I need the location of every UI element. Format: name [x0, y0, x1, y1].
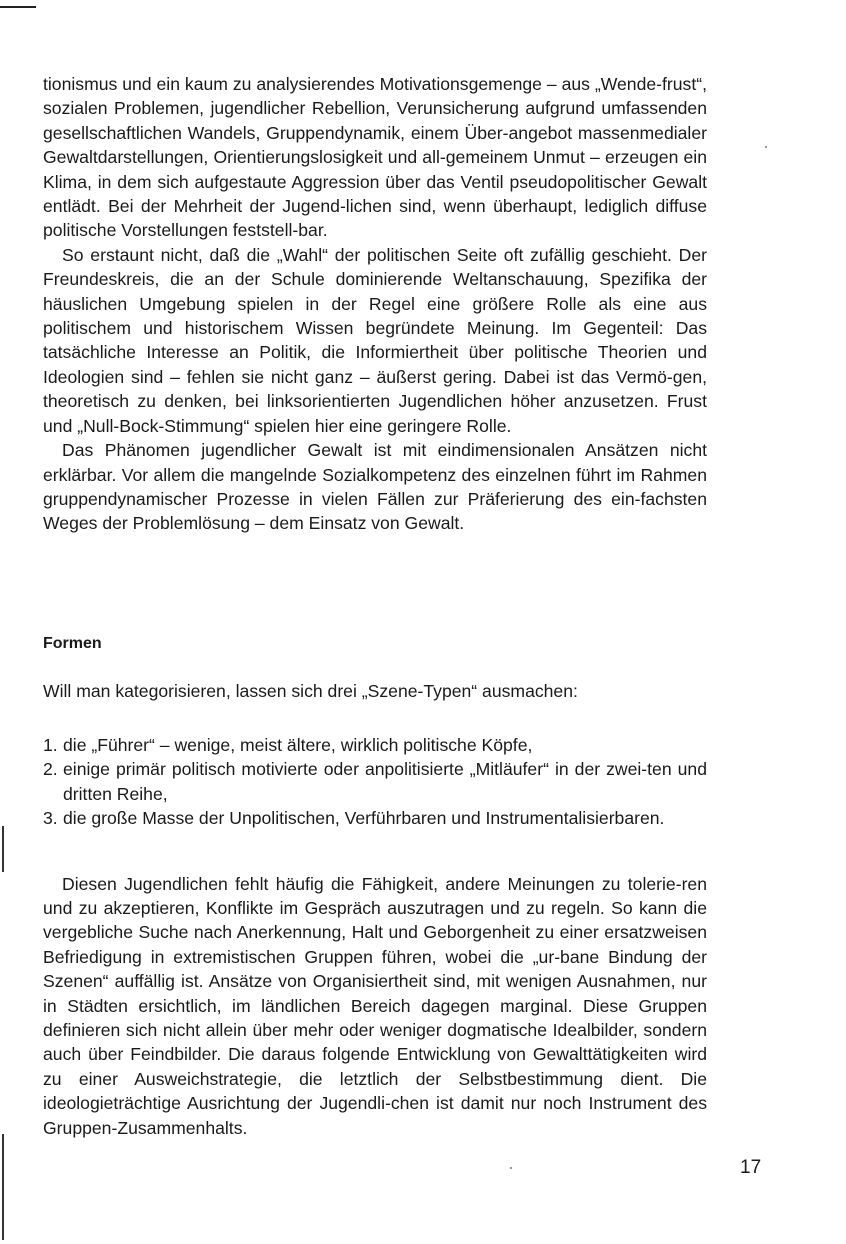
closing-paragraph	[43, 854, 707, 1158]
scan-edge-mark	[2, 1134, 4, 1240]
scan-speck	[510, 1167, 512, 1169]
scan-speck	[765, 146, 767, 148]
list-text: einige primär politisch motivierte oder anpolitisierte „Mitläufer“ in der zwei-ten und dritten Reihe,	[63, 759, 707, 804]
scan-edge-mark	[0, 6, 36, 8]
list-text: die „Führer“ – wenige, meist ältere, wirklich politische Köpfe,	[63, 735, 533, 755]
list-number: 3.	[43, 808, 58, 829]
section-heading: Formen	[43, 635, 102, 652]
scan-edge-mark	[2, 826, 4, 872]
list-item	[43, 733, 707, 757]
scene-types-list	[43, 733, 707, 831]
list-item	[43, 757, 707, 806]
paragraph: Diesen Jugendlichen fehlt häufig die Fähigkeit, andere Meinungen zu tolerie-ren und zu akzeptieren, Konflikte im Gespräch auszutragen und zu regeln. So kann die vergebliche Suche nach Anerkennung, Halt und Geborgenheit zu einer ersatzweisen Befriedigung in extremistischen Gruppen führen, wobei die „ur-bane Bindung der Szenen“ auffällig ist. Ansätze von Organisiertheit sind, mit wenigen Ausnahmen, nur in Städten ersichtlich, im ländlichen Bereich dagegen marginal. Diese Gruppen definieren sich nicht allein über mehr oder weniger dogmatische Idealbilder, sondern auch über Feindbilder. Die daraus folgende Entwicklung von Gewalttätigkeiten wird zu einer Ausweichstrategie, die letztlich der Selbstbestimmung dient. Die ideologieträchtige Ausrichtung der Jugendli-chen ist damit nur noch Instrument des Gruppen-Zusammenhalts.	[43, 873, 707, 1138]
paragraph: Das Phänomen jugendlicher Gewalt ist mit eindimensionalen Ansätzen nicht erklärbar. Vor allem die mangelnde Sozialkompetenz des einzelnen führt im Rahmen gruppendynamischer Prozesse in vielen Fällen zur Präferierung des ein-fachsten Weges der Problemlösung – dem Einsatz von Gewalt.	[43, 440, 707, 534]
page-number: 17	[740, 1157, 762, 1178]
list-item	[43, 806, 707, 830]
list-number: 1.	[43, 735, 58, 755]
body-text	[43, 72, 707, 536]
paragraph: tionismus und ein kaum zu analysierendes Motivationsgemenge – aus „Wende-frust“, sozialen Problemen, jugendlicher Rebellion, Verunsicherung aufgrund umfassenden gesellschaftlichen Wandels, Gruppendynamik, einem Über-angebot massenmedialer Gewaltdarstellungen, Orientierungslosigkeit und all-gemeinem Unmut – erzeugen ein Klima, in dem sich aufgestaute Aggression über das Ventil pseudopolitischer Gewalt entlädt. Bei der Mehrheit der Jugend-lichen sind, wenn überhaupt, lediglich diffuse politische Vorstellungen feststell-bar.	[43, 74, 707, 241]
list-number: 2.	[43, 759, 58, 780]
paragraph: So erstaunt nicht, daß die „Wahl“ der politischen Seite oft zufällig geschieht. Der Freundeskreis, die an der Schule dominierende Weltanschauung, Spezifika der häuslichen Umgebung spielen in der Regel eine größere Rolle als eine aus politischem und historischem Wissen begründete Meinung. Im Gegenteil: Das tatsächliche Interesse an Politik, die Informiertheit über politische Theorien und Ideologien sind – fehlen sie nicht ganz – äußerst gering. Dabei ist das Vermö-gen, theoretisch zu denken, bei linksorientierten Jugendlichen höher anzusetzen. Frust und „Null-Bock-Stimmung“ spielen hier eine geringere Rolle.	[43, 244, 707, 436]
section-intro: Will man kategorisieren, lassen sich drei „Szene-Typen“ ausmachen:	[43, 681, 578, 701]
list-text: die große Masse der Unpolitischen, Verführbaren und Instrumentalisierbaren.	[63, 808, 665, 829]
